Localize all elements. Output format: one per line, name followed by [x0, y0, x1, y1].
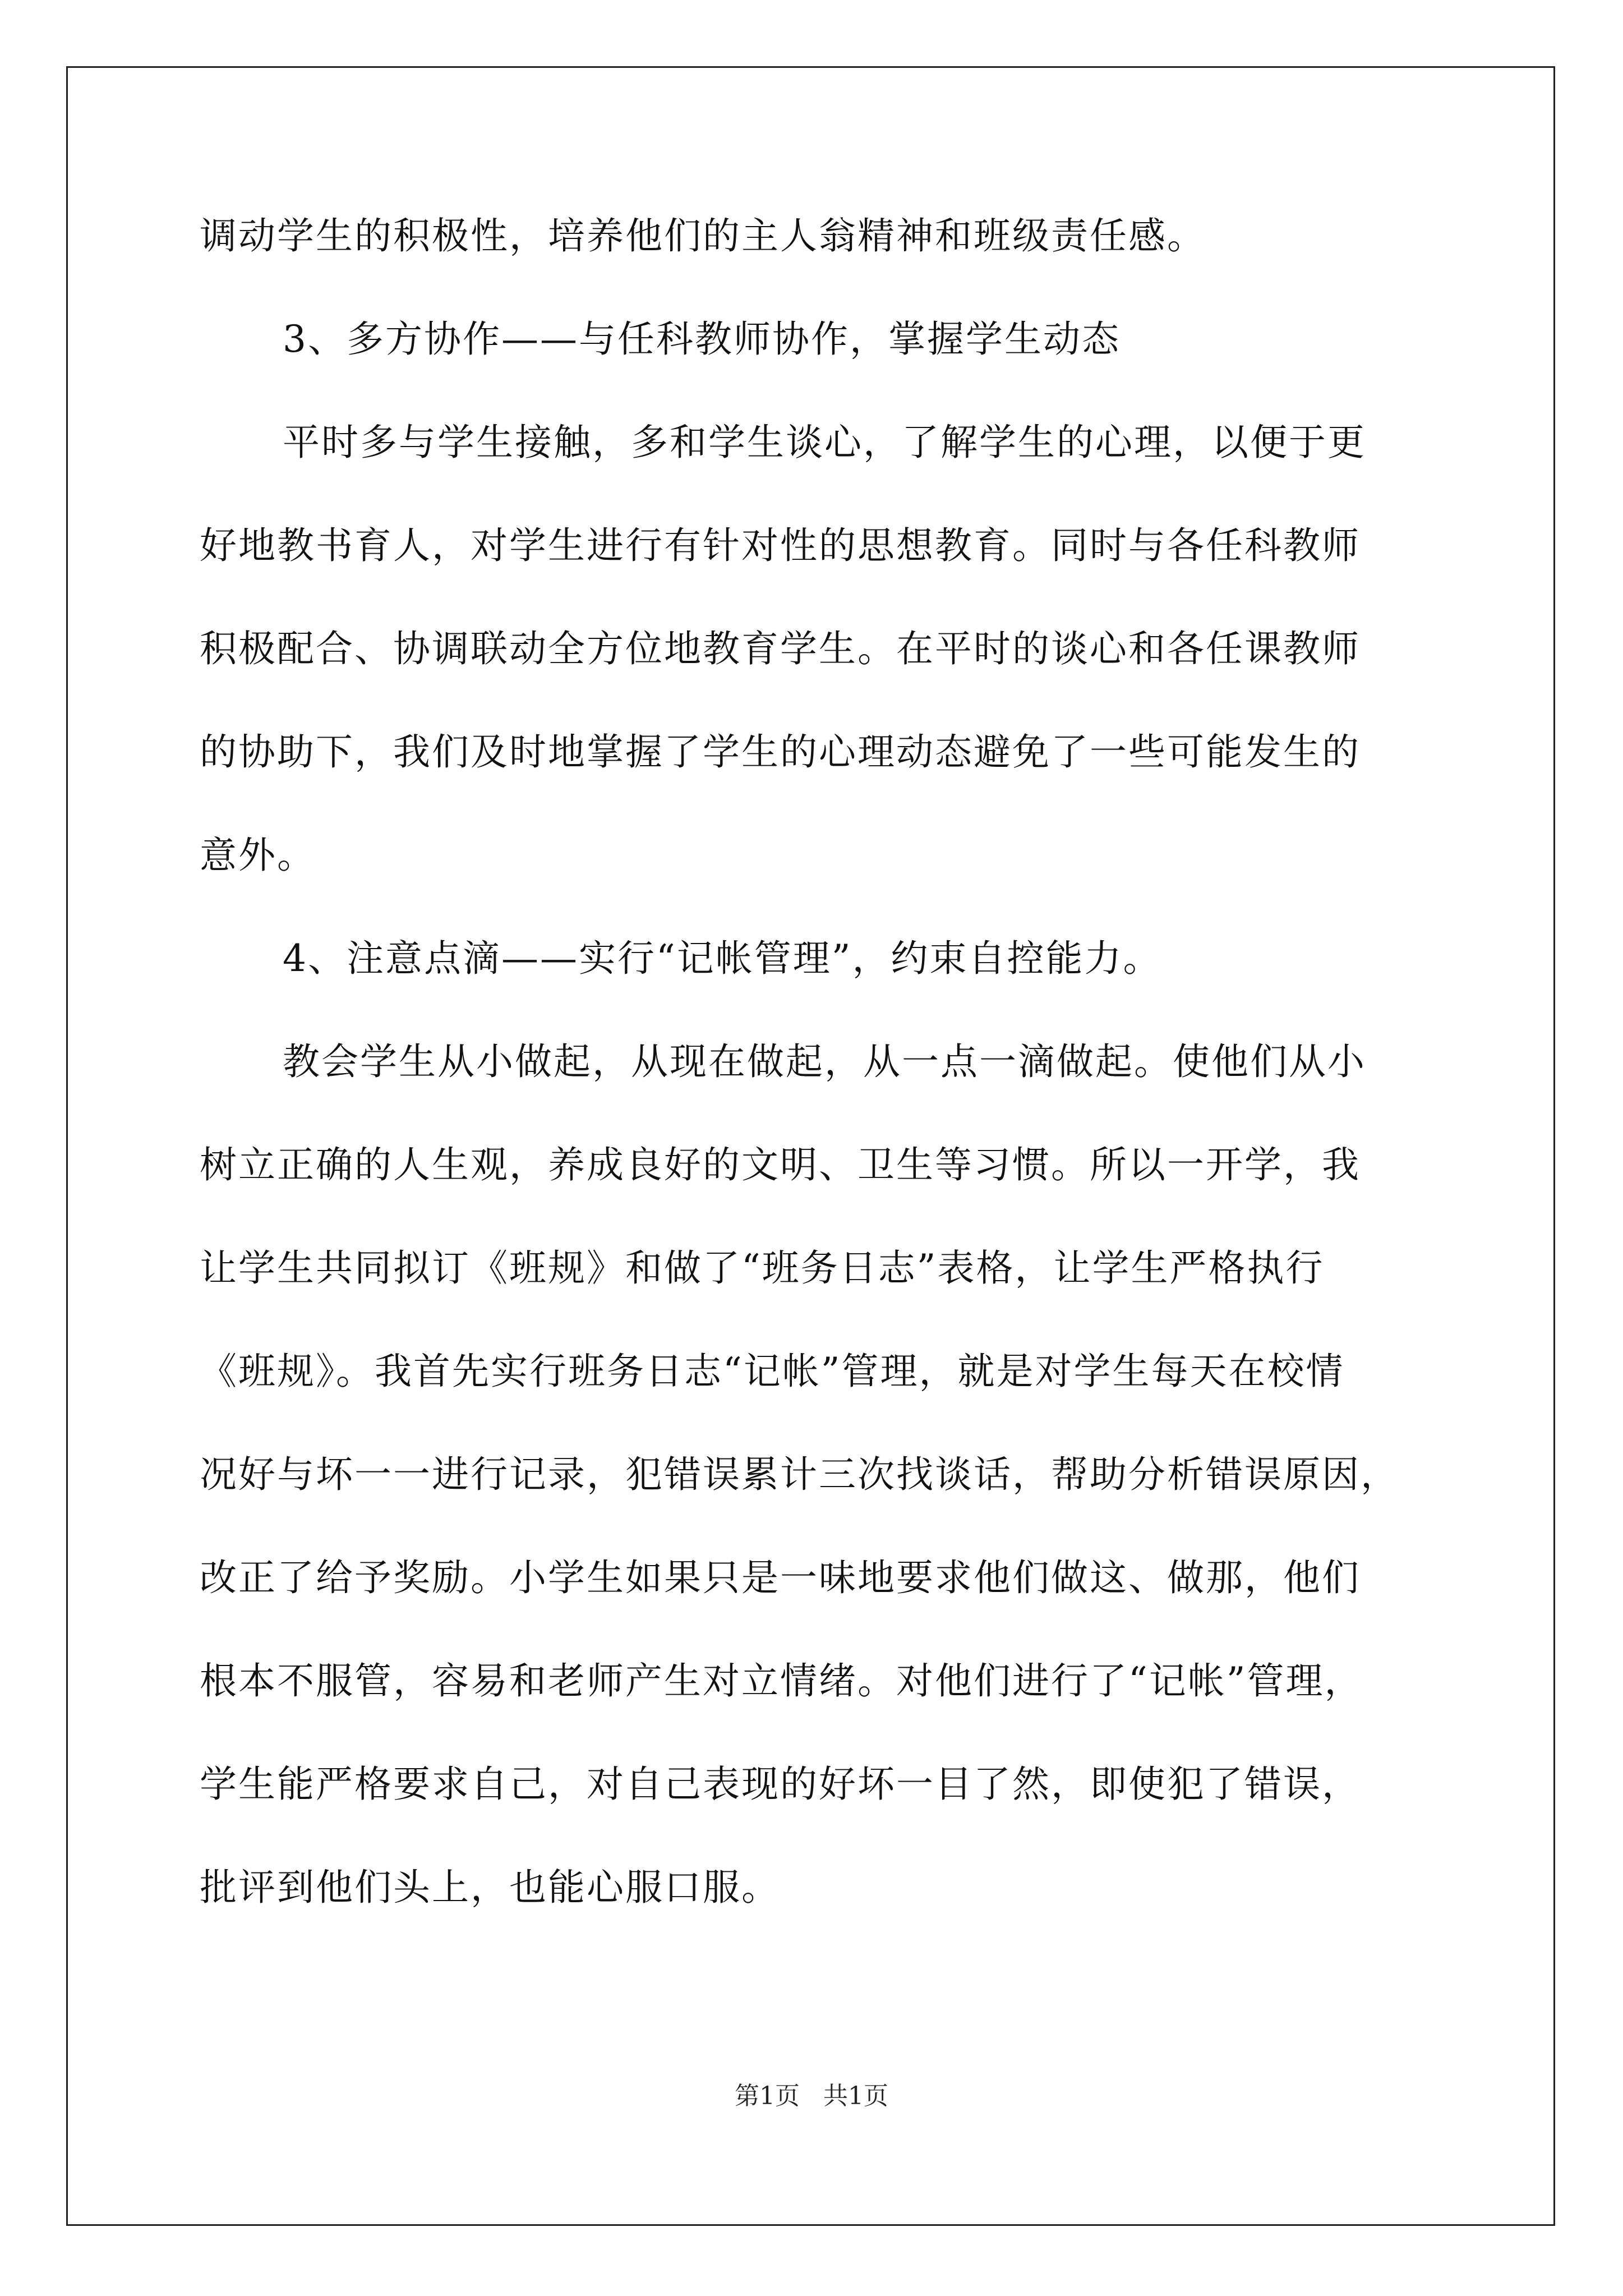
text-line: 根本不服管，容易和老师产生对立情绪。对他们进行了“记帐”管理，: [200, 1659, 1363, 1703]
text-line: 积极配合、协调联动全方位地教育学生。在平时的谈心和各任课教师: [200, 627, 1361, 670]
text-line: 好地教书育人，对学生进行有针对性的思想教育。同时与各任科教师: [200, 524, 1361, 567]
section-heading: 4、注意点滴——实行“记帐管理”，约束自控能力。: [283, 937, 1162, 980]
page-total: 共1页: [823, 2082, 888, 2110]
page-footer: [0, 2076, 1623, 2111]
text-line: 批评到他们头上，也能心服口服。: [200, 1866, 780, 1909]
text-line: 的协助下，我们及时地掌握了学生的心理动态避免了一些可能发生的: [200, 730, 1361, 774]
text-line: 树立正确的人生观，养成良好的文明、卫生等习惯。所以一开学，我: [200, 1143, 1361, 1186]
text-line: 让学生共同拟订《班规》和做了“班务日志”表格，让学生严格执行: [200, 1246, 1325, 1290]
text-line: 学生能严格要求自己，对自己表现的好坏一目了然，即使犯了错误，: [200, 1763, 1361, 1806]
section-heading: 3、多方协作——与任科教师协作，掌握学生动态: [283, 318, 1121, 361]
page-number: 第1页: [735, 2082, 800, 2110]
text-line: 意外。: [200, 834, 316, 877]
text-line: 《班规》。我首先实行班务日志“记帐”管理，就是对学生每天在校情: [200, 1350, 1345, 1393]
text-line: 改正了给予奖励。小学生如果只是一味地要求他们做这、做那，他们: [200, 1556, 1361, 1599]
document-body: [200, 203, 1439, 1958]
text-line: 平时多与学生接触，多和学生谈心，了解学生的心理，以便于更: [283, 421, 1366, 464]
text-line: 况好与坏一一进行记录，犯错误累计三次找谈话，帮助分析错误原因，: [200, 1453, 1399, 1496]
text-line: 教会学生从小做起，从现在做起，从一点一滴做起。使他们从小: [283, 1040, 1366, 1083]
text-line: 调动学生的积极性，培养他们的主人翁精神和班级责任感。: [200, 214, 1206, 257]
